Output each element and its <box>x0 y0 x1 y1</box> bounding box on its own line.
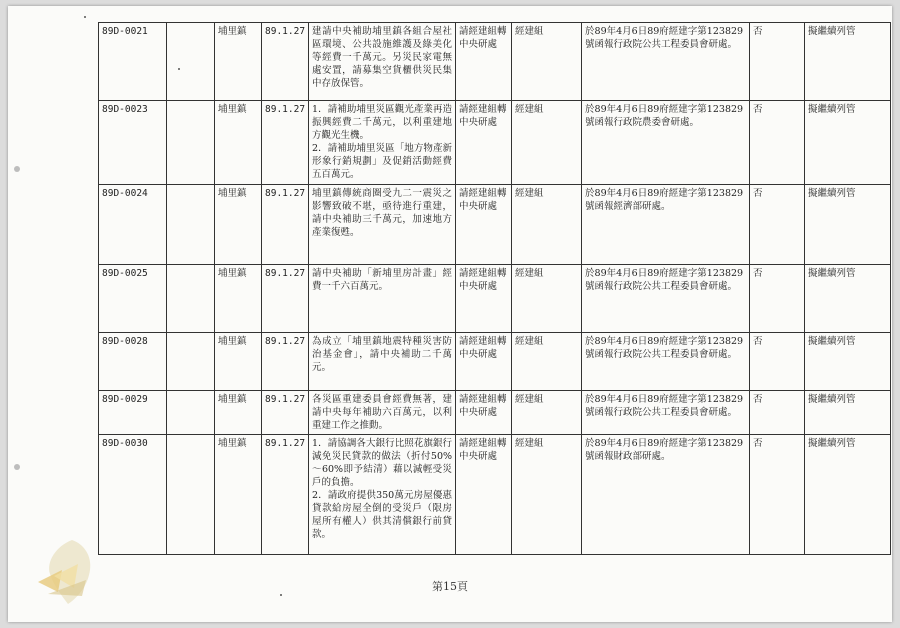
blank-cell <box>167 333 215 391</box>
case-id-cell: 89D-0028 <box>99 333 167 391</box>
case-id-cell: 89D-0021 <box>99 23 167 101</box>
review-result-cell: 擬繼續列管 <box>805 391 891 435</box>
case-id-cell: 89D-0023 <box>99 101 167 185</box>
request-description-cell <box>309 23 456 101</box>
table-row <box>99 435 891 555</box>
closure-flag-cell: 否 <box>750 101 805 185</box>
blank-cell <box>167 101 215 185</box>
request-paragraph: 1．請補助埔里災區觀光產業再造振興經費二千萬元，以利重建地方觀光生機。 <box>312 104 453 141</box>
request-description-cell <box>309 265 456 333</box>
closure-flag-cell: 否 <box>750 23 805 101</box>
town-cell: 埔里鎮 <box>215 185 262 265</box>
punch-hole <box>14 464 20 470</box>
town-cell: 埔里鎮 <box>215 391 262 435</box>
handling-instruction-cell: 請經建組轉中央研處 <box>456 185 512 265</box>
reply-status-cell: 於89年4月6日89府經建字第123829號函報行政院公共工程委員會研處。 <box>582 23 750 101</box>
closure-flag-cell: 否 <box>750 265 805 333</box>
responsible-unit-cell: 經建組 <box>512 101 582 185</box>
responsible-unit-cell: 經建組 <box>512 265 582 333</box>
town-cell: 埔里鎮 <box>215 265 262 333</box>
scan-speck <box>280 594 282 596</box>
responsible-unit-cell: 經建組 <box>512 23 582 101</box>
request-description-cell <box>309 391 456 435</box>
closure-flag-cell: 否 <box>750 185 805 265</box>
reply-status-cell: 於89年4月6日89府經建字第123829號函報行政院公共工程委員會研處。 <box>582 391 750 435</box>
closure-flag-cell: 否 <box>750 391 805 435</box>
case-id-cell: 89D-0025 <box>99 265 167 333</box>
table-row <box>99 185 891 265</box>
scan-speck <box>84 16 86 18</box>
request-paragraph: 2．請政府提供350萬元房屋優惠貸款給房屋全倒的受災戶（限房屋所有權人）供其清償銀行前貸款。 <box>312 490 453 540</box>
handling-instruction-cell: 請經建組轉中央研處 <box>456 435 512 555</box>
table-row <box>99 333 891 391</box>
town-cell: 埔里鎮 <box>215 435 262 555</box>
reply-status-cell: 於89年4月6日89府經建字第123829號函報財政部研處。 <box>582 435 750 555</box>
review-result-cell: 擬繼續列管 <box>805 265 891 333</box>
blank-cell <box>167 265 215 333</box>
request-paragraph: 2．請補助埔里災區「地方物產新形象行銷規劃」及促銷活動經費五百萬元。 <box>312 143 453 180</box>
date-cell: 89.1.27 <box>262 185 309 265</box>
punch-hole <box>14 166 20 172</box>
closure-flag-cell: 否 <box>750 333 805 391</box>
review-result-cell: 擬繼續列管 <box>805 101 891 185</box>
reply-status-cell: 於89年4月6日89府經建字第123829號函報行政院公共工程委員會研處。 <box>582 333 750 391</box>
handling-instruction-cell: 請經建組轉中央研處 <box>456 23 512 101</box>
handling-instruction-cell: 請經建組轉中央研處 <box>456 265 512 333</box>
handling-instruction-cell: 請經建組轉中央研處 <box>456 101 512 185</box>
table-row <box>99 265 891 333</box>
date-cell: 89.1.27 <box>262 435 309 555</box>
request-paragraph: 各災區重建委員會經費無著，建請中央每年補助六百萬元，以利重建工作之推動。 <box>312 394 453 431</box>
blank-cell <box>167 391 215 435</box>
request-paragraph: 為成立「埔里鎮地震特種災害防治基金會」，請中央補助二千萬元。 <box>312 336 453 373</box>
town-cell: 埔里鎮 <box>215 101 262 185</box>
request-paragraph: 1．請協調各大銀行比照花旗銀行減免災民貸款的做法（折付50%～60%即予結清）藉以減輕受災戶的負擔。 <box>312 438 453 488</box>
petition-table <box>98 22 891 555</box>
responsible-unit-cell: 經建組 <box>512 333 582 391</box>
date-cell: 89.1.27 <box>262 333 309 391</box>
request-paragraph: 請中央補助「新埔里房計畫」經費一千六百萬元。 <box>312 268 453 292</box>
reply-status-cell: 於89年4月6日89府經建字第123829號函報行政院公共工程委員會研處。 <box>582 265 750 333</box>
reply-status-cell: 於89年4月6日89府經建字第123829號函報行政院農委會研處。 <box>582 101 750 185</box>
page-number: 第15頁 <box>432 580 468 593</box>
town-cell: 埔里鎮 <box>215 23 262 101</box>
table-body <box>99 23 891 555</box>
table-row <box>99 23 891 101</box>
review-result-cell: 擬繼續列管 <box>805 333 891 391</box>
request-paragraph: 埔里鎮傳統商圈受九二一震災之影響致破不堪，亟待進行重建，請中央補助三千萬元，加速地方產業復甦。 <box>312 188 453 238</box>
date-cell: 89.1.27 <box>262 101 309 185</box>
scanned-page <box>8 6 892 622</box>
table-row <box>99 391 891 435</box>
blank-cell <box>167 23 215 101</box>
request-description-cell <box>309 435 456 555</box>
case-id-cell: 89D-0029 <box>99 391 167 435</box>
request-description-cell <box>309 333 456 391</box>
date-cell: 89.1.27 <box>262 391 309 435</box>
taiwan-map-logo-icon <box>28 536 112 608</box>
reply-status-cell: 於89年4月6日89府經建字第123829號函報經濟部研處。 <box>582 185 750 265</box>
responsible-unit-cell: 經建組 <box>512 391 582 435</box>
blank-cell <box>167 185 215 265</box>
case-id-cell: 89D-0024 <box>99 185 167 265</box>
handling-instruction-cell: 請經建組轉中央研處 <box>456 333 512 391</box>
handling-instruction-cell: 請經建組轉中央研處 <box>456 391 512 435</box>
review-result-cell: 擬繼續列管 <box>805 23 891 101</box>
responsible-unit-cell: 經建組 <box>512 185 582 265</box>
table-row <box>99 101 891 185</box>
review-result-cell: 擬繼續列管 <box>805 435 891 555</box>
town-cell: 埔里鎮 <box>215 333 262 391</box>
responsible-unit-cell: 經建組 <box>512 435 582 555</box>
request-description-cell <box>309 185 456 265</box>
date-cell: 89.1.27 <box>262 23 309 101</box>
closure-flag-cell: 否 <box>750 435 805 555</box>
case-id-cell: 89D-0030 <box>99 435 167 555</box>
date-cell: 89.1.27 <box>262 265 309 333</box>
request-paragraph: 建請中央補助埔里鎮各組合屋社區環境、公共設施維護及綠美化等經費一千萬元。另災民家電無處安置，請募集空貨櫃供災民集中存放保管。 <box>312 26 453 89</box>
review-result-cell: 擬繼續列管 <box>805 185 891 265</box>
blank-cell <box>167 435 215 555</box>
request-description-cell <box>309 101 456 185</box>
